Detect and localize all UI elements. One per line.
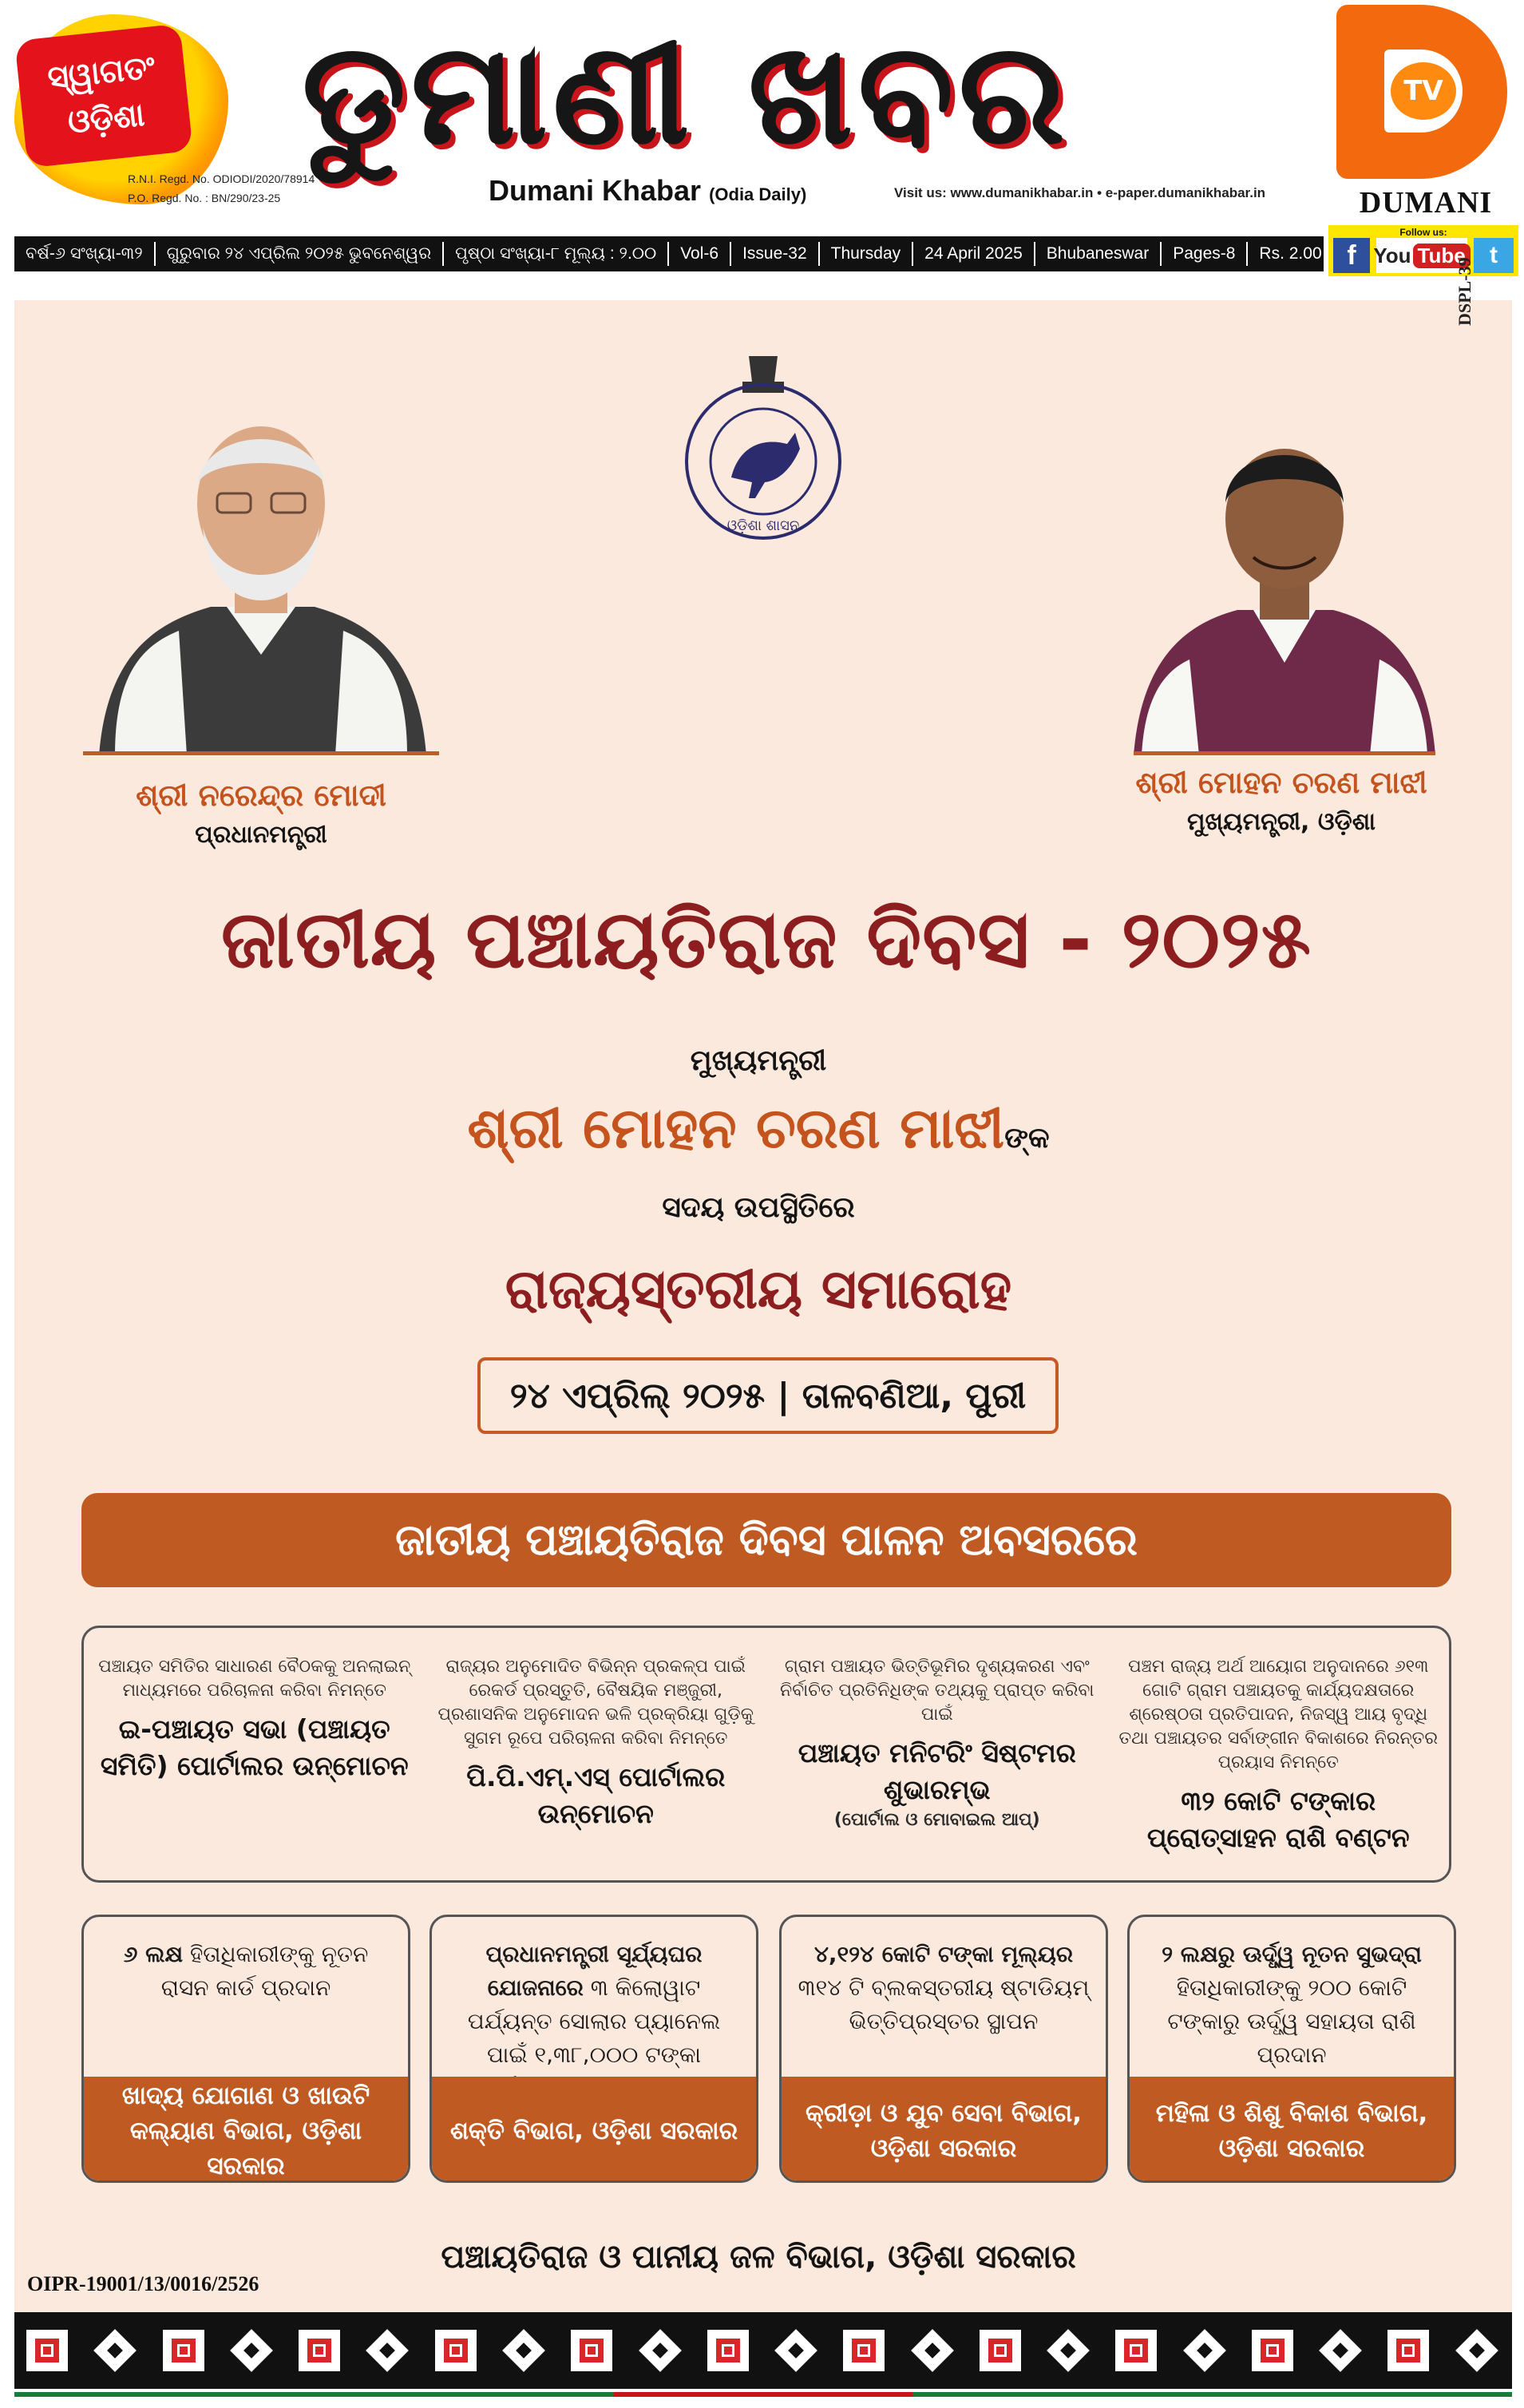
scheme-card [81, 1915, 410, 2183]
diamond-motif-icon [364, 2327, 410, 2374]
square-motif-icon [435, 2330, 477, 2371]
square-motif-icon [26, 2330, 68, 2371]
square-motif-icon [163, 2330, 204, 2371]
initiative-item [426, 1628, 767, 1880]
pm-portrait [83, 391, 439, 755]
info-volume: Vol-6 [669, 242, 731, 266]
initiative-item [1108, 1628, 1450, 1880]
initiative-title: ୩୨ କୋଟି ଟଙ୍କାର ପ୍ରୋତ୍ସାହନ ରାଶି ବଣ୍ଟନ [1146, 1785, 1410, 1853]
initiative-description: ପଞ୍ଚାୟତ ସମିତିର ସାଧାରଣ ବୈଠକକୁ ଅନଲାଇନ୍ ମାଧ୍ୟମରେ ପରିଚାଳନା କରିବା ନିମନ୍ତେ [98, 1657, 411, 1701]
cm-role: ମୁଖ୍ୟମନ୍ତ୍ରୀ, ଓଡ଼ିଶା [1187, 808, 1376, 836]
scheme-card-body: ହିତାଧିକାରୀଙ୍କୁ ୨୦୦ କୋଟି ଟଙ୍କାରୁ ଊର୍ଦ୍ଧ୍ୱ ସହାୟତା ରାଶି ପ୍ରଦାନ [1167, 1974, 1416, 2068]
square-motif-icon [1387, 2330, 1429, 2371]
square-motif-icon [1115, 2330, 1157, 2371]
decorative-border-strip [14, 2312, 1512, 2389]
chief-minister-label: ମୁଖ୍ୟମନ୍ତ୍ରୀ [690, 1044, 827, 1077]
scheme-card-department: ଖାଦ୍ୟ ଯୋଗାଣ ଓ ଖାଉଟି କଲ୍ୟାଣ ବିଭାଗ, ଓଡ଼ିଶା ସରକାର [84, 2077, 408, 2183]
welcome-badge-text [14, 24, 193, 168]
initiative-title: ପି.ପି.ଏମ୍.ଏସ୍ ପୋର୍ଟାଲର ଉନ୍ମୋଚନ [466, 1761, 726, 1829]
info-day-date-place: ଗୁରୁବାର ୨୪ ଏପ୍ରିଲ ୨୦୨୫ ଭୁବନେଶ୍ୱର [156, 242, 444, 266]
chief-minister-name-large [319, 1095, 1197, 1162]
scheme-card-text [1130, 1917, 1454, 2075]
info-issue: Issue-32 [731, 242, 820, 266]
scheme-card-text [782, 1917, 1106, 2075]
title-tagline: (Odia Daily) [709, 184, 807, 204]
tv-badge: TV [1391, 62, 1456, 120]
initiative-description: ରାଜ୍ୟର ଅନୁମୋଦିତ ବିଭିନ୍ନ ପ୍ରକଳ୍ପ ପାଇଁ ରେକର୍ଡ ପ୍ରସ୍ତୁତି, ବୈଷୟିକ ମଞ୍ଜୁରୀ, ପ୍ରଶାସନିକ ଅନୁମୋଦନ ଭଳି ପ୍ରକ୍ରିୟା ଗୁଡ଼ିକୁ ସୁଗମ ରୂପେ ପରିଚାଳନା କରିବା ନିମନ୍ତେ [437, 1657, 754, 1749]
info-date: 24 April 2025 [913, 242, 1035, 266]
scheme-card-body: ହିତାଧିକାରୀଙ୍କୁ ନୂତନ ରାସନ କାର୍ଡ ପ୍ରଦାନ [160, 1941, 369, 2001]
initiative-note: (ପୋର୍ଟାଲ ଓ ମୋବାଇଲ ଆପ୍) [833, 1810, 1040, 1830]
info-pages: Pages-8 [1162, 242, 1248, 266]
initiatives-box [81, 1626, 1451, 1883]
info-year-issue: ବର୍ଷ-୬ ସଂଖ୍ୟା-୩୨ [14, 242, 156, 266]
scheme-card-department: କ୍ରୀଡ଼ା ଓ ଯୁବ ସେବା ବିଭାଗ, ଓଡ଼ିଶା ସରକାର [782, 2077, 1106, 2183]
newspaper-english-title [489, 174, 806, 208]
initiative-description: ଗ୍ରାମ ପଞ୍ଚାୟତ ଭିତ୍ତିଭୂମିର ଦୃଶ୍ୟକରଣ ଏବଂ ନିର୍ବାଚିତ ପ୍ରତିନିଧିଙ୍କ ତଥ୍ୟକୁ ପ୍ରାପ୍ତ କରିବା ପାଇଁ [780, 1657, 1095, 1725]
initiative-title: ପଞ୍ଚାୟତ ମନିଟରିଂ ସିଷ୍ଟମର ଶୁଭାରମ୍ଭ [798, 1737, 1076, 1805]
diamond-motif-icon [1045, 2327, 1091, 2374]
info-weekday: Thursday [820, 242, 914, 266]
diamond-motif-icon [909, 2327, 956, 2374]
event-headline: ଜାତୀୟ ପଞ୍ଚାୟତିରାଜ ଦିବସ - ୨୦୨୫ [220, 893, 1312, 986]
diamond-motif-icon [1182, 2327, 1228, 2374]
chief-minister-name-text: ଶ୍ରୀ ମୋହନ ଚରଣ ମାଝୀ [467, 1095, 1005, 1161]
diamond-motif-icon [1454, 2327, 1500, 2374]
emblem-caption: ଓଡ଼ିଶା ଶାସନ [726, 517, 800, 534]
pm-portrait-illustration [83, 391, 439, 755]
twitter-icon[interactable]: t [1474, 238, 1514, 273]
issuing-department: ପଞ୍ଚାୟତିରାଜ ଓ ପାନୀୟ ଜଳ ବିଭାଗ, ଓଡ଼ିଶା ସରକାର [441, 2239, 1076, 2275]
dumani-tv-logo[interactable] [1328, 0, 1520, 232]
scheme-card-lead: ୬ ଲକ୍ଷ [123, 1941, 184, 1967]
oipr-number: OIPR-19001/13/0016/2526 [27, 2272, 259, 2295]
emblem-svg [675, 350, 851, 541]
state-level-function: ରାଜ୍ୟସ୍ତରୀୟ ସମାରୋହ [505, 1258, 1012, 1321]
square-motif-icon [980, 2330, 1021, 2371]
info-pages-price-odia: ପୃଷ୍ଠା ସଂଖ୍ୟା-୮ ମୂଲ୍ୟ : ୨.୦୦ [444, 242, 669, 266]
chief-minister-suffix: ଙ୍କ [1004, 1122, 1050, 1154]
youtube-tube-text: Tube [1413, 244, 1471, 268]
scheme-card-body: ୩ କିଲୋୱାଟ ପର୍ଯ୍ୟନ୍ତ ସୋଲାର ପ୍ୟାନେଲ ପାଇଁ ୧,୩୮,୦୦୦ ଟଙ୍କା [467, 1974, 721, 2068]
square-motif-icon [1252, 2330, 1293, 2371]
initiative-item [766, 1628, 1108, 1880]
scheme-card-lead: ପ୍ରଧାନମନ୍ତ୍ରୀ ସୂର୍ଯ୍ୟଘର ଯୋଜନାରେ [485, 1941, 703, 2001]
scheme-card [1127, 1915, 1456, 2183]
website-links[interactable]: Visit us: www.dumanikhabar.in • e-paper.dumanikhabar.in [894, 185, 1266, 200]
scheme-card [429, 1915, 758, 2183]
scheme-card-body: ୩୧୪ ଟି ବ୍ଲକସ୍ତରୀୟ ଷ୍ଟାଡିୟମ୍ ଭିତ୍ତିପ୍ରସ୍ତର ସ୍ଥାପନ [798, 1974, 1090, 2034]
registration-info [128, 169, 315, 208]
square-motif-icon [843, 2330, 885, 2371]
diamond-motif-icon [228, 2327, 275, 2374]
issue-info-strip [14, 236, 1324, 271]
info-price: Rs. 2.00 [1259, 244, 1322, 263]
square-motif-icon [571, 2330, 612, 2371]
scheme-card-department: ମହିଳା ଓ ଶିଶୁ ବିକାଶ ବିଭାଗ, ଓଡ଼ିଶା ସରକାର [1130, 2077, 1454, 2183]
scheme-card-lead: ୪,୧୨୪ କୋଟି ଟଙ୍କା ମୂଲ୍ୟର [813, 1941, 1074, 1967]
diamond-motif-icon [1317, 2327, 1364, 2374]
follow-us-label: Follow us: [1399, 227, 1447, 238]
diamond-motif-icon [92, 2327, 138, 2374]
welcome-line-2: ଓଡ଼ିଶା [65, 96, 147, 141]
odisha-state-emblem-icon [675, 350, 851, 541]
welcome-line-1: ସ୍ୱାଗତଂ [46, 49, 157, 97]
youtube-you-text: You [1373, 243, 1411, 267]
scheme-card-lead: ୨ ଲକ୍ଷରୁ ଊର୍ଦ୍ଧ୍ୱ ନୂତନ ସୁଭଦ୍ରା [1162, 1941, 1422, 1967]
masthead [0, 0, 1524, 232]
diamond-motif-icon [501, 2327, 547, 2374]
footer-color-line [14, 2392, 1512, 2397]
channel-name: DUMANI [1359, 186, 1493, 220]
cm-portrait-illustration [1134, 415, 1435, 755]
english-title-text: Dumani Khabar [489, 174, 702, 207]
diamond-motif-icon [773, 2327, 819, 2374]
occasion-banner: ଜାତୀୟ ପଞ୍ଚାୟତିରାଜ ଦିବସ ପାଳନ ଅବସରରେ [81, 1493, 1451, 1587]
dspl-code: DSPL-39 [1455, 257, 1475, 326]
scheme-card-text [432, 1917, 756, 2075]
pm-name: ଶ୍ରୀ ନରେନ୍ଦ୍ର ମୋଦୀ [136, 778, 386, 813]
newspaper-title: ଡୁମାଣୀ ଖବର [302, 12, 1070, 176]
date-venue-box: ୨୪ ଏପ୍ରିଲ୍ ୨୦୨୫ | ତାଳବଣିଆ, ପୁରୀ [477, 1357, 1059, 1434]
cm-name: ଶ୍ରୀ ମୋହନ ଚରଣ ମାଝୀ [1135, 765, 1427, 800]
initiative-description: ପଞ୍ଚମ ରାଜ୍ୟ ଅର୍ଥ ଆୟୋଗ ଅନୁଦାନରେ ୬୧୩ ଗୋଟି ଗ୍ରାମ ପଞ୍ଚାୟତକୁ କାର୍ଯ୍ୟଦକ୍ଷତାରେ ଶ୍ରେଷ୍ଠତା ପ୍ରତିପାଦନ, ନିଜସ୍ୱ ଆୟ ବୃଦ୍ଧି ତଥା ପଞ୍ଚାୟତର ସର୍ବାଙ୍ଗୀନ ବିକାଶରେ ନିରନ୍ତର ପ୍ରୟାସ ନିମନ୍ତେ [1118, 1657, 1439, 1772]
scheme-card-department: ଶକ୍ତି ବିଭାଗ, ଓଡ଼ିଶା ସରକାର [432, 2077, 756, 2183]
rni-number: R.N.I. Regd. No. ODIODI/2020/78914 [128, 172, 315, 185]
initiative-item [84, 1628, 426, 1880]
po-regd-number: P.O. Regd. No. : BN/290/23-25 [128, 192, 281, 204]
youtube-icon[interactable] [1373, 238, 1467, 273]
square-motif-icon [299, 2330, 340, 2371]
scheme-card [779, 1915, 1108, 2183]
square-motif-icon [707, 2330, 749, 2371]
gracious-presence-text: ସଦୟ ଉପସ୍ଥିତିରେ [662, 1191, 855, 1224]
facebook-icon[interactable]: f [1333, 238, 1370, 273]
pm-role: ପ୍ରଧାନମନ୍ତ୍ରୀ [195, 821, 327, 849]
cm-portrait [1134, 415, 1435, 755]
follow-us-bar [1328, 225, 1518, 276]
info-city: Bhubaneswar [1035, 242, 1162, 266]
diamond-motif-icon [637, 2327, 683, 2374]
initiative-title: ଇ-ପଞ୍ଚାୟତ ସଭା (ପଞ୍ଚାୟତ ସମିତି) ପୋର୍ଟାଲର ଉନ୍ମୋଚନ [100, 1713, 409, 1781]
scheme-card-text [84, 1917, 408, 2075]
